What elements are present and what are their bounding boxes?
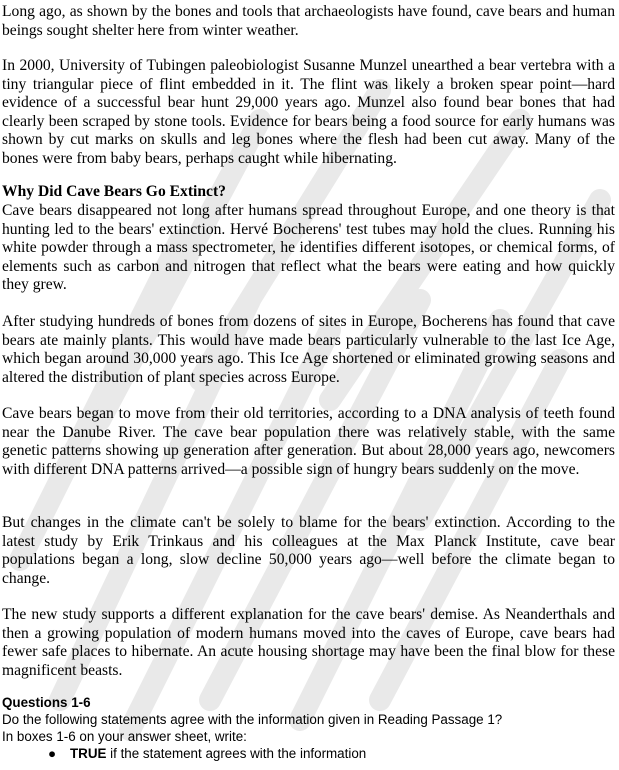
answer-keyword: TRUE xyxy=(70,746,107,761)
section-heading: Why Did Cave Bears Go Extinct? xyxy=(2,183,226,200)
bullet-icon: ● xyxy=(48,746,57,761)
passage-paragraph-7: The new study supports a different explanation for the cave bears' demise. As Neanderthals and then a growing population of modern humans moved into the caves of Europe, cave bears had fewer safe places to hibernate. An acute housing shortage may have been the final blow for these magnificent beasts. xyxy=(2,606,615,679)
questions-instruction-1: Do the following statements agree with the information given in Reading Passage 1? xyxy=(2,712,503,727)
passage-paragraph-1: Long ago, as shown by the bones and tools that archaeologists have found, cave bears and human beings sought shelter here from winter weather. xyxy=(2,3,615,39)
passage-paragraph-5: Cave bears began to move from their old territories, according to a DNA analysis of teeth found near the Danube River. The cave bear population there was relatively stable, with the same genetic patterns showing up generation after generation. But about 28,000 years ago, newcomers with different DNA patterns arrived—a possible sign of hungry bears suddenly on the move. xyxy=(2,405,615,478)
passage-paragraph-2: In 2000, University of Tubingen paleobiologist Susanne Munzel unearthed a bear vertebra with a tiny triangular piece of flint embedded in it. The flint was likely a broken spear point—hard evidence of a successful bear hunt 29,000 years ago. Munzel also found bear bones that had clearly been scraped by stone tools. Evidence for bears being a food source for early humans was shown by cut marks on skulls and leg bones where the flesh had been cut away. Many of the bones were from baby bears, perhaps caught while hibernating. xyxy=(2,57,615,167)
passage-paragraph-3: Cave bears disappeared not long after humans spread throughout Europe, and one theory is that hunting led to the bears' extinction. Hervé Bocherens' test tubes may hold the clues. Running his white powder through a mass spectrometer, he identifies different isotopes, or chemical forms, of elements such as carbon and nitrogen that reflect what the bears were eating and how quickly they grew. xyxy=(2,202,615,294)
answer-option-true xyxy=(48,746,608,763)
answer-description: if the statement agrees with the information xyxy=(106,746,367,761)
passage-paragraph-4: After studying hundreds of bones from dozens of sites in Europe, Bocherens has found that cave bears ate mainly plants. This would have made bears particularly vulnerable to the last Ice Age, which began around 30,000 years ago. This Ice Age shortened or eliminated growing seasons and altered the distribution of plant species across Europe. xyxy=(2,313,615,386)
questions-heading: Questions 1-6 xyxy=(2,695,91,710)
questions-instruction-2: In boxes 1-6 on your answer sheet, write: xyxy=(2,729,247,744)
passage-paragraph-6: But changes in the climate can't be solely to blame for the bears' extinction. According to the latest study by Erik Trinkaus and his colleagues at the Max Planck Institute, cave bear populations began a long, slow decline 50,000 years ago—well before the climate began to change. xyxy=(2,514,615,587)
